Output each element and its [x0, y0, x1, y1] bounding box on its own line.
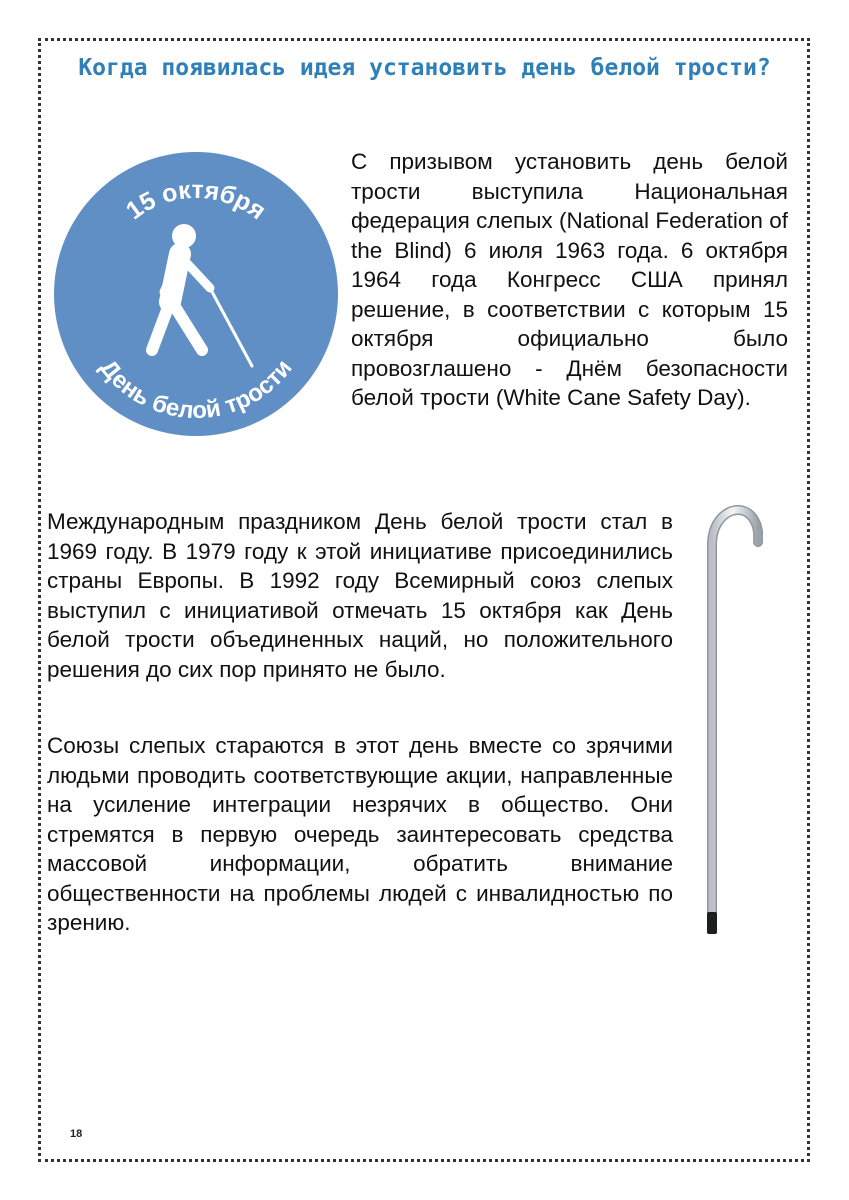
logo-top-text: 15 октября	[121, 175, 271, 226]
cane-shaft	[712, 510, 758, 920]
page-title: Когда появилась идея установить день белой трости?	[78, 55, 771, 81]
paragraph-history-1963: С призывом установить день белой трости выступила Национальная федерация слепых (National Federation of the Blind) 6 июля 1963 года. 6 октября 1964 года Конгресс США принял решение, в соответствии с которым 15 октября официально было провозглашено - Днём безопасности белой трости (White Cane Safety Day).	[351, 149, 788, 410]
cane-shaft-outline	[712, 510, 758, 920]
page-number: 18	[70, 1128, 83, 1140]
white-cane-day-logo	[52, 150, 340, 438]
cane-tip	[707, 912, 717, 934]
paragraph-international-day: Международным праздником День белой трости стал в 1969 году. В 1979 году к этой инициативе присоединились страны Европы. В 1992 году Всемирный союз слепых выступил с инициативой отмечать 15 октября как День белой трости объединенных наций, но положительного решения до сих пор принято не было.	[47, 509, 673, 682]
logo-bottom-text: День белой трости	[94, 354, 298, 425]
white-cane-image	[688, 500, 763, 940]
paragraph-unions-actions: Союзы слепых стараются в этот день вместе со зрячими людьми проводить соответствующие акции, направленные на усиление интеграции незрячих в общество. Они стремятся в первую очередь заинтересовать средства массовой информации, обратить внимание общественности на проблемы людей с инвалидностью по зрению.	[47, 733, 673, 935]
